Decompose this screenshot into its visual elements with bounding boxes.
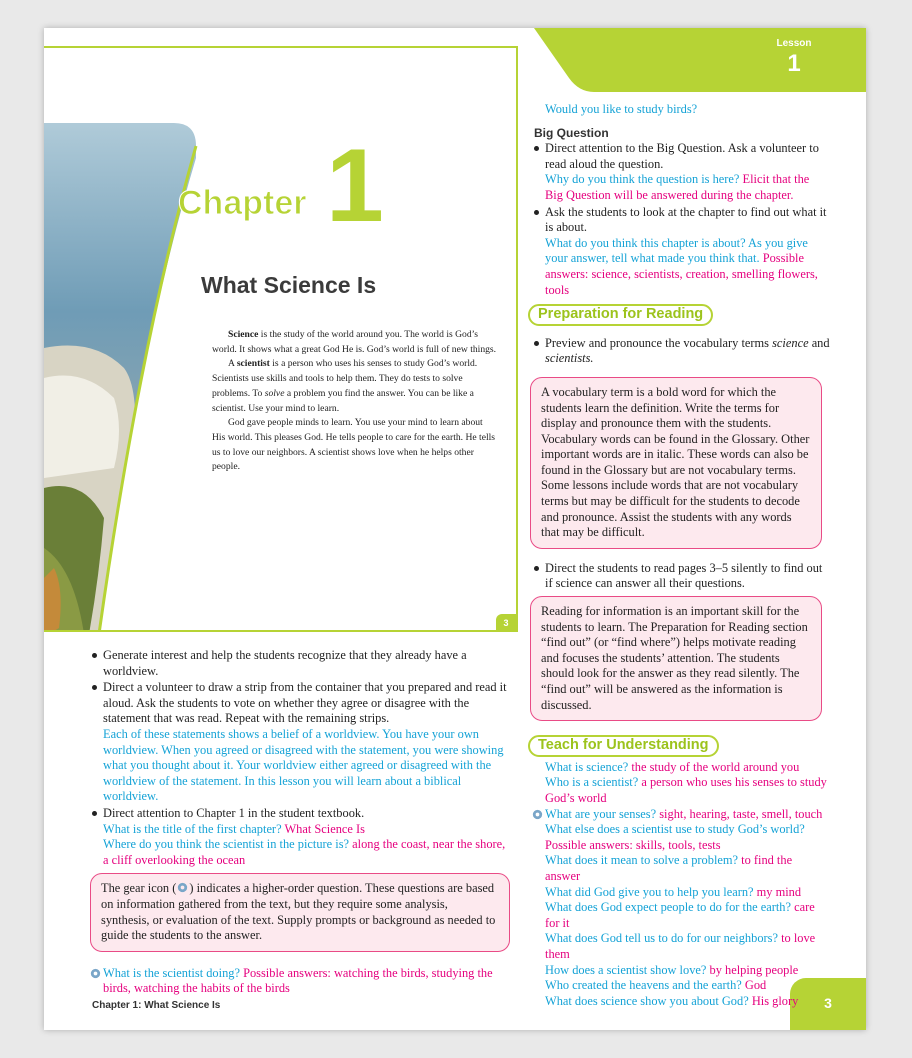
footer-chapter-title: Chapter 1: What Science Is <box>92 1000 221 1011</box>
student-page-number: 3 <box>496 614 516 632</box>
bullet-chapter-1: Direct attention to Chapter 1 in the student textbook. <box>92 806 510 822</box>
teach-question-5: What does it mean to solve a problem? to find the answer <box>545 853 793 883</box>
bullet-preview-terms: Preview and pronounce the vocabulary terms science and scientists. <box>534 336 830 367</box>
question-chapter-about: What do you think this chapter is about? As you give your answer, tell what made you think that. Possible answers: science, scientists, creation, smelling flowers, tools <box>545 235 818 297</box>
worldview-statement: Each of these statements shows a belief of a worldview. You have your own worldview. When you agreed or disagreed with the statement, you were showing what you thought about it. Your worldview either agreed or disagreed with the worldview of the statement. In this lesson you will learn about a biblical worldview. <box>103 726 504 804</box>
bullet-read-pages: Direct the students to read pages 3–5 silently to find out if science can answer all their questions. <box>534 561 830 592</box>
preparation-heading: Preparation for Reading <box>528 304 830 326</box>
gear-icon <box>89 967 102 980</box>
student-page <box>44 46 518 632</box>
teach-questions <box>534 760 830 1010</box>
teach-question-2: Who is a scientist? a person who uses his senses to study God’s world <box>545 775 827 805</box>
question-scientist-doing: What is the scientist doing? Possible answers: watching the birds, studying the birds, watching the habits of the birds <box>92 966 510 997</box>
teach-question-6: What did God give you to help you learn? my mind <box>545 884 802 899</box>
vocabulary-note: A vocabulary term is a bold word for which the students learn the definition. Write the terms for display and pronounce them with the students. Vocabulary words can be found in the Glossary. Other important words are in italic. These words can also be found in the Glossary but are not vocabulary terms. Some lessons include words that are not vocabulary terms but may be difficult for the students to decode and pronounce. Assist the students with any words that may be difficult. <box>530 377 822 549</box>
chapter-title: What Science Is <box>201 272 377 298</box>
teach-question-1: What is science? the study of the world around you <box>545 759 800 774</box>
question-scientist-location: Where do you think the scientist in the picture is? along the coast, near the shore, a cliff overlooking the ocean <box>103 837 506 867</box>
bullet-big-question: Direct attention to the Big Question. Ask a volunteer to read aloud the question. <box>534 141 830 172</box>
teacher-page <box>44 28 866 1030</box>
teach-question-10: Who created the heavens and the earth? God <box>545 978 767 993</box>
student-text <box>212 328 498 475</box>
footer-page-number: 3 <box>790 978 866 1030</box>
question-first-chapter: What is the title of the first chapter? What Science Is <box>103 821 365 836</box>
lesson-label: Lesson <box>776 38 812 49</box>
student-paragraph-2: A scientist is a person who uses his senses to study God’s world. Scientists use skills and tools to help them. They do tests to solve problems. To solve a problem you find the answer. You can be like a scientist. Use your mind to learn. <box>212 358 478 414</box>
gear-icon-note: The gear icon ( ) indicates a higher-order question. These questions are based on information gathered from the text, but they require some analysis, synthesis, or evaluation of the text. Supply prompts or background as needed to guide the students to the answer. <box>90 873 510 951</box>
question-study-birds: Would you like to study birds? <box>545 102 698 116</box>
big-question-heading: Big Question <box>534 125 609 140</box>
gear-icon <box>176 881 189 894</box>
teach-question-11: What does science show you about God? His glory <box>545 993 799 1008</box>
reading-note: Reading for information is an important skill for the students to learn. The Preparation for Reading section “find out” (or “find where”) helps motivate reading and focuses the students’ attention. The students should look for the answer as they read silently. The “find out” will be answered as the information is discussed. <box>530 596 822 721</box>
teach-question-3: What are your senses? sight, hearing, taste, smell, touch <box>545 807 830 823</box>
bullet-generate-interest: Generate interest and help the students recognize that they already have a worldview. <box>92 648 510 679</box>
left-column <box>92 648 510 997</box>
chapter-word: Chapter <box>178 184 307 222</box>
chapter-number: 1 <box>326 128 384 244</box>
bullet-look-at-chapter: Ask the students to look at the chapter to find out what it is about. <box>534 205 830 236</box>
student-paragraph-3: God gave people minds to learn. You use your mind to learn about His world. This pleases God. He tells people to care for the earth. He tells us to love our neighbors. A scientist shows love when he helps other people. <box>212 417 496 473</box>
teach-question-9: How does a scientist show love? by helping people <box>545 962 799 977</box>
lesson-number: 1 <box>787 50 801 77</box>
right-column <box>534 102 830 1009</box>
teach-heading: Teach for Understanding <box>528 735 830 757</box>
student-paragraph-1: Science is the study of the world around you. The world is God’s world. It shows what a great God He is. God’s world is full of new things. <box>212 329 497 355</box>
bullet-direct-volunteer: Direct a volunteer to draw a strip from the container that you prepared and read it aloud. Ask the students to vote on whether they agree or disagree with the statement that was read. Repeat with the remaining strips. <box>92 680 510 727</box>
teach-question-4: What else does a scientist use to study God’s world? Possible answers: skills, tools, tests <box>545 822 805 852</box>
gear-icon <box>531 808 544 821</box>
teach-question-8: What does God tell us to do for our neighbors? to love them <box>545 931 816 961</box>
teach-question-7: What does God expect people to do for the earth? care for it <box>545 900 815 930</box>
question-why-here: Why do you think the question is here? Elicit that the Big Question will be answered during the chapter. <box>545 172 810 202</box>
